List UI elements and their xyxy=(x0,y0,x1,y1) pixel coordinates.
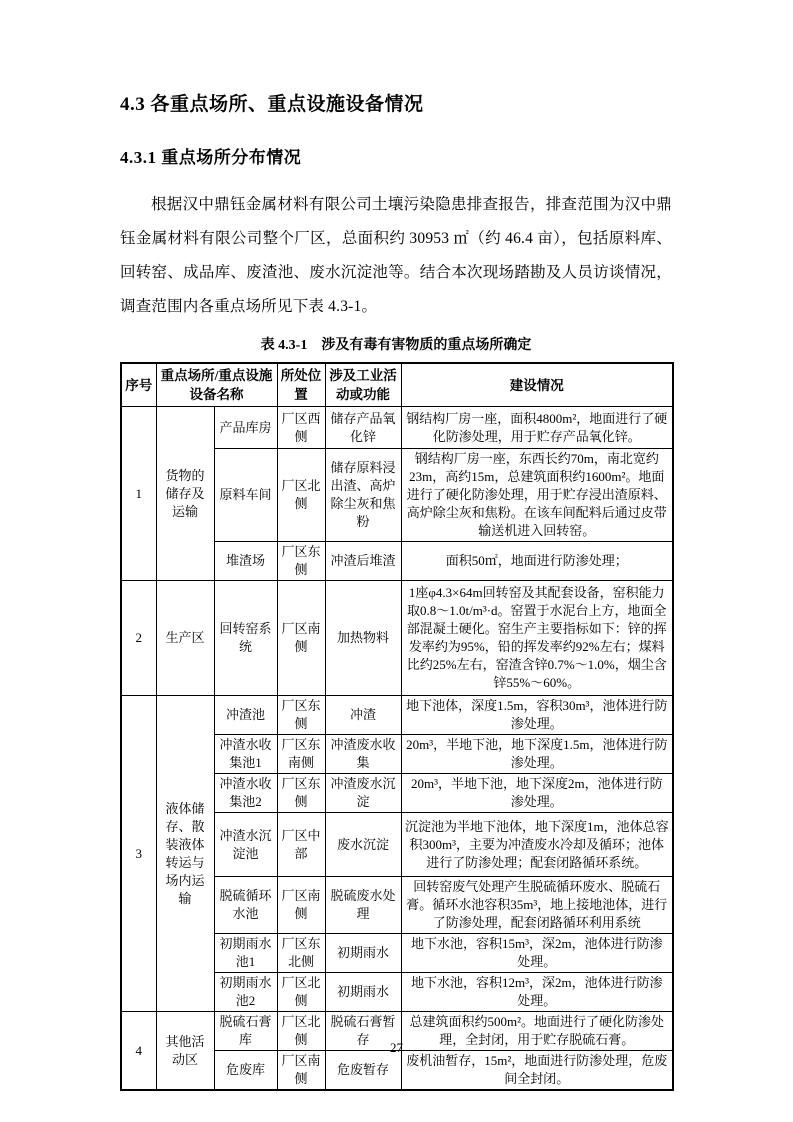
facility-name: 原料车间 xyxy=(214,449,277,542)
facility-location: 厂区南侧 xyxy=(277,581,325,696)
places-table xyxy=(120,362,674,1091)
row-category: 液体储存、散装液体转运与场内运输 xyxy=(156,696,214,1012)
facility-activity: 冲渣 xyxy=(325,696,401,735)
facility-activity: 初期雨水 xyxy=(325,934,401,973)
section-heading: 4.3 各重点场所、重点设施设备情况 xyxy=(120,94,424,115)
header-cell-construction: 建设情况 xyxy=(401,363,673,407)
row-no: 3 xyxy=(121,696,156,1012)
facility-name: 脱硫石膏库 xyxy=(214,1012,277,1051)
row-category: 生产区 xyxy=(156,581,214,696)
facility-name: 冲渣水收集池1 xyxy=(214,735,277,774)
facility-construction: 1座φ4.3×64m回转窑及其配套设备，窑积能力取0.8～1.0t/m³·d。窑置于水泥台上方，地面全部混凝土硬化。窑生产主要指标如下：锌的挥发率约为95%，铅的挥发率约92%左右；煤料比约25%左右，窑渣含锌0.7%～1.0%，烟尘含锌55%～60%。 xyxy=(401,581,673,696)
facility-construction: 钢结构厂房一座，东西长约70m，南北宽约23m，高约15m，总建筑面积约1600m²。地面进行了硬化防渗处理，用于贮存浸出渣原料、高炉除尘灰和焦粉。在该车间配料后通过皮带输送机进入回转窑。 xyxy=(401,449,673,542)
row-no: 2 xyxy=(121,581,156,696)
facility-construction: 地下池体，深度1.5m，容积30m³，池体进行防渗处理。 xyxy=(401,696,673,735)
table-row xyxy=(121,407,673,449)
facility-name: 危废库 xyxy=(214,1051,277,1091)
facility-activity: 储存产品氧化锌 xyxy=(325,407,401,449)
facility-location: 厂区北侧 xyxy=(277,449,325,542)
header-cell-no: 序号 xyxy=(121,363,156,407)
facility-construction: 钢结构厂房一座，面积4800m²，地面进行了硬化防渗处理，用于贮存产品氧化锌。 xyxy=(401,407,673,449)
facility-activity: 脱硫废水处理 xyxy=(325,877,401,934)
facility-construction: 回转窑废气处理产生脱硫循环废水、脱硫石膏。循环水池容积35m³，地上接地池体，进行了防渗处理，配套闭路循环利用系统 xyxy=(401,877,673,934)
intro-paragraph: 根据汉中鼎钰金属材料有限公司土壤污染隐患排查报告，排查范围为汉中鼎钰金属材料有限公司整个厂区，总面积约 30953 ㎡（约 46.4 亩），包括原料库、回转窑、成品库、废渣池、废水沉淀池等。结合本次现场踏勘及人员访谈情况，调查范围内各重点场所见下表 4.3-1。 xyxy=(120,196,672,315)
facility-construction: 面积50㎡，地面进行防渗处理； xyxy=(401,542,673,581)
header-cell-name: 重点场所/重点设施设备名称 xyxy=(156,363,277,407)
facility-name: 冲渣水收集池2 xyxy=(214,774,277,813)
facility-location: 厂区南侧 xyxy=(277,877,325,934)
facility-activity: 冲渣废水收集 xyxy=(325,735,401,774)
facility-activity: 加热物料 xyxy=(325,581,401,696)
facility-construction: 20m³，半地下池，地下深度1.5m，池体进行防渗处理。 xyxy=(401,735,673,774)
facility-name: 脱硫循环水池 xyxy=(214,877,277,934)
facility-construction: 废机油暂存，15m²，地面进行防渗处理，危废间全封闭。 xyxy=(401,1051,673,1091)
row-no: 4 xyxy=(121,1012,156,1091)
facility-construction: 20m³，半地下池，地下深度2m，池体进行防渗处理。 xyxy=(401,774,673,813)
facility-activity: 储存原料浸出渣、高炉除尘灰和焦粉 xyxy=(325,449,401,542)
row-category: 其他活动区 xyxy=(156,1012,214,1091)
facility-location: 厂区东北侧 xyxy=(277,934,325,973)
table-caption: 表 4.3-1 涉及有毒有害物质的重点场所确定 xyxy=(260,338,532,353)
facility-activity: 冲渣后堆渣 xyxy=(325,542,401,581)
facility-construction: 地下水池，容积12m³，深2m，池体进行防渗处理。 xyxy=(401,973,673,1012)
facility-construction: 地下水池，容积15m³，深2m，池体进行防渗处理。 xyxy=(401,934,673,973)
facility-location: 厂区西侧 xyxy=(277,407,325,449)
facility-name: 初期雨水池1 xyxy=(214,934,277,973)
header-cell-activity: 涉及工业活动或功能 xyxy=(325,363,401,407)
facility-activity: 危废暂存 xyxy=(325,1051,401,1091)
row-category: 货物的储存及运输 xyxy=(156,407,214,581)
facility-location: 厂区中部 xyxy=(277,813,325,877)
page-number: 27 xyxy=(390,1040,403,1055)
facility-activity: 初期雨水 xyxy=(325,973,401,1012)
facility-name: 堆渣场 xyxy=(214,542,277,581)
facility-location: 厂区东侧 xyxy=(277,542,325,581)
facility-name: 初期雨水池2 xyxy=(214,973,277,1012)
facility-construction: 总建筑面积约500m²。地面进行了硬化防渗处理，全封闭，用于贮存脱硫石膏。 xyxy=(401,1012,673,1051)
facility-name: 冲渣水沉淀池 xyxy=(214,813,277,877)
subsection-heading: 4.3.1 重点场所分布情况 xyxy=(120,148,302,167)
table-header-row xyxy=(121,363,673,407)
facility-name: 回转窑系统 xyxy=(214,581,277,696)
facility-location: 厂区南侧 xyxy=(277,1051,325,1091)
facility-activity: 废水沉淀 xyxy=(325,813,401,877)
facility-name: 冲渣池 xyxy=(214,696,277,735)
table-row xyxy=(121,696,673,735)
facility-construction: 沉淀池为半地下池体，地下深度1m，池体总容积300m³，主要为冲渣废水冷却及循环；池体进行了防渗处理；配套闭路循环系统。 xyxy=(401,813,673,877)
facility-activity: 冲渣废水沉淀 xyxy=(325,774,401,813)
facility-location: 厂区东侧 xyxy=(277,774,325,813)
table-row xyxy=(121,581,673,696)
header-cell-location: 所处位置 xyxy=(277,363,325,407)
facility-location: 厂区东侧 xyxy=(277,696,325,735)
row-no: 1 xyxy=(121,407,156,581)
facility-location: 厂区北侧 xyxy=(277,1012,325,1051)
facility-location: 厂区东南侧 xyxy=(277,735,325,774)
facility-name: 产品库房 xyxy=(214,407,277,449)
facility-activity: 脱硫石膏暂存 xyxy=(325,1012,401,1051)
facility-location: 厂区北侧 xyxy=(277,973,325,1012)
